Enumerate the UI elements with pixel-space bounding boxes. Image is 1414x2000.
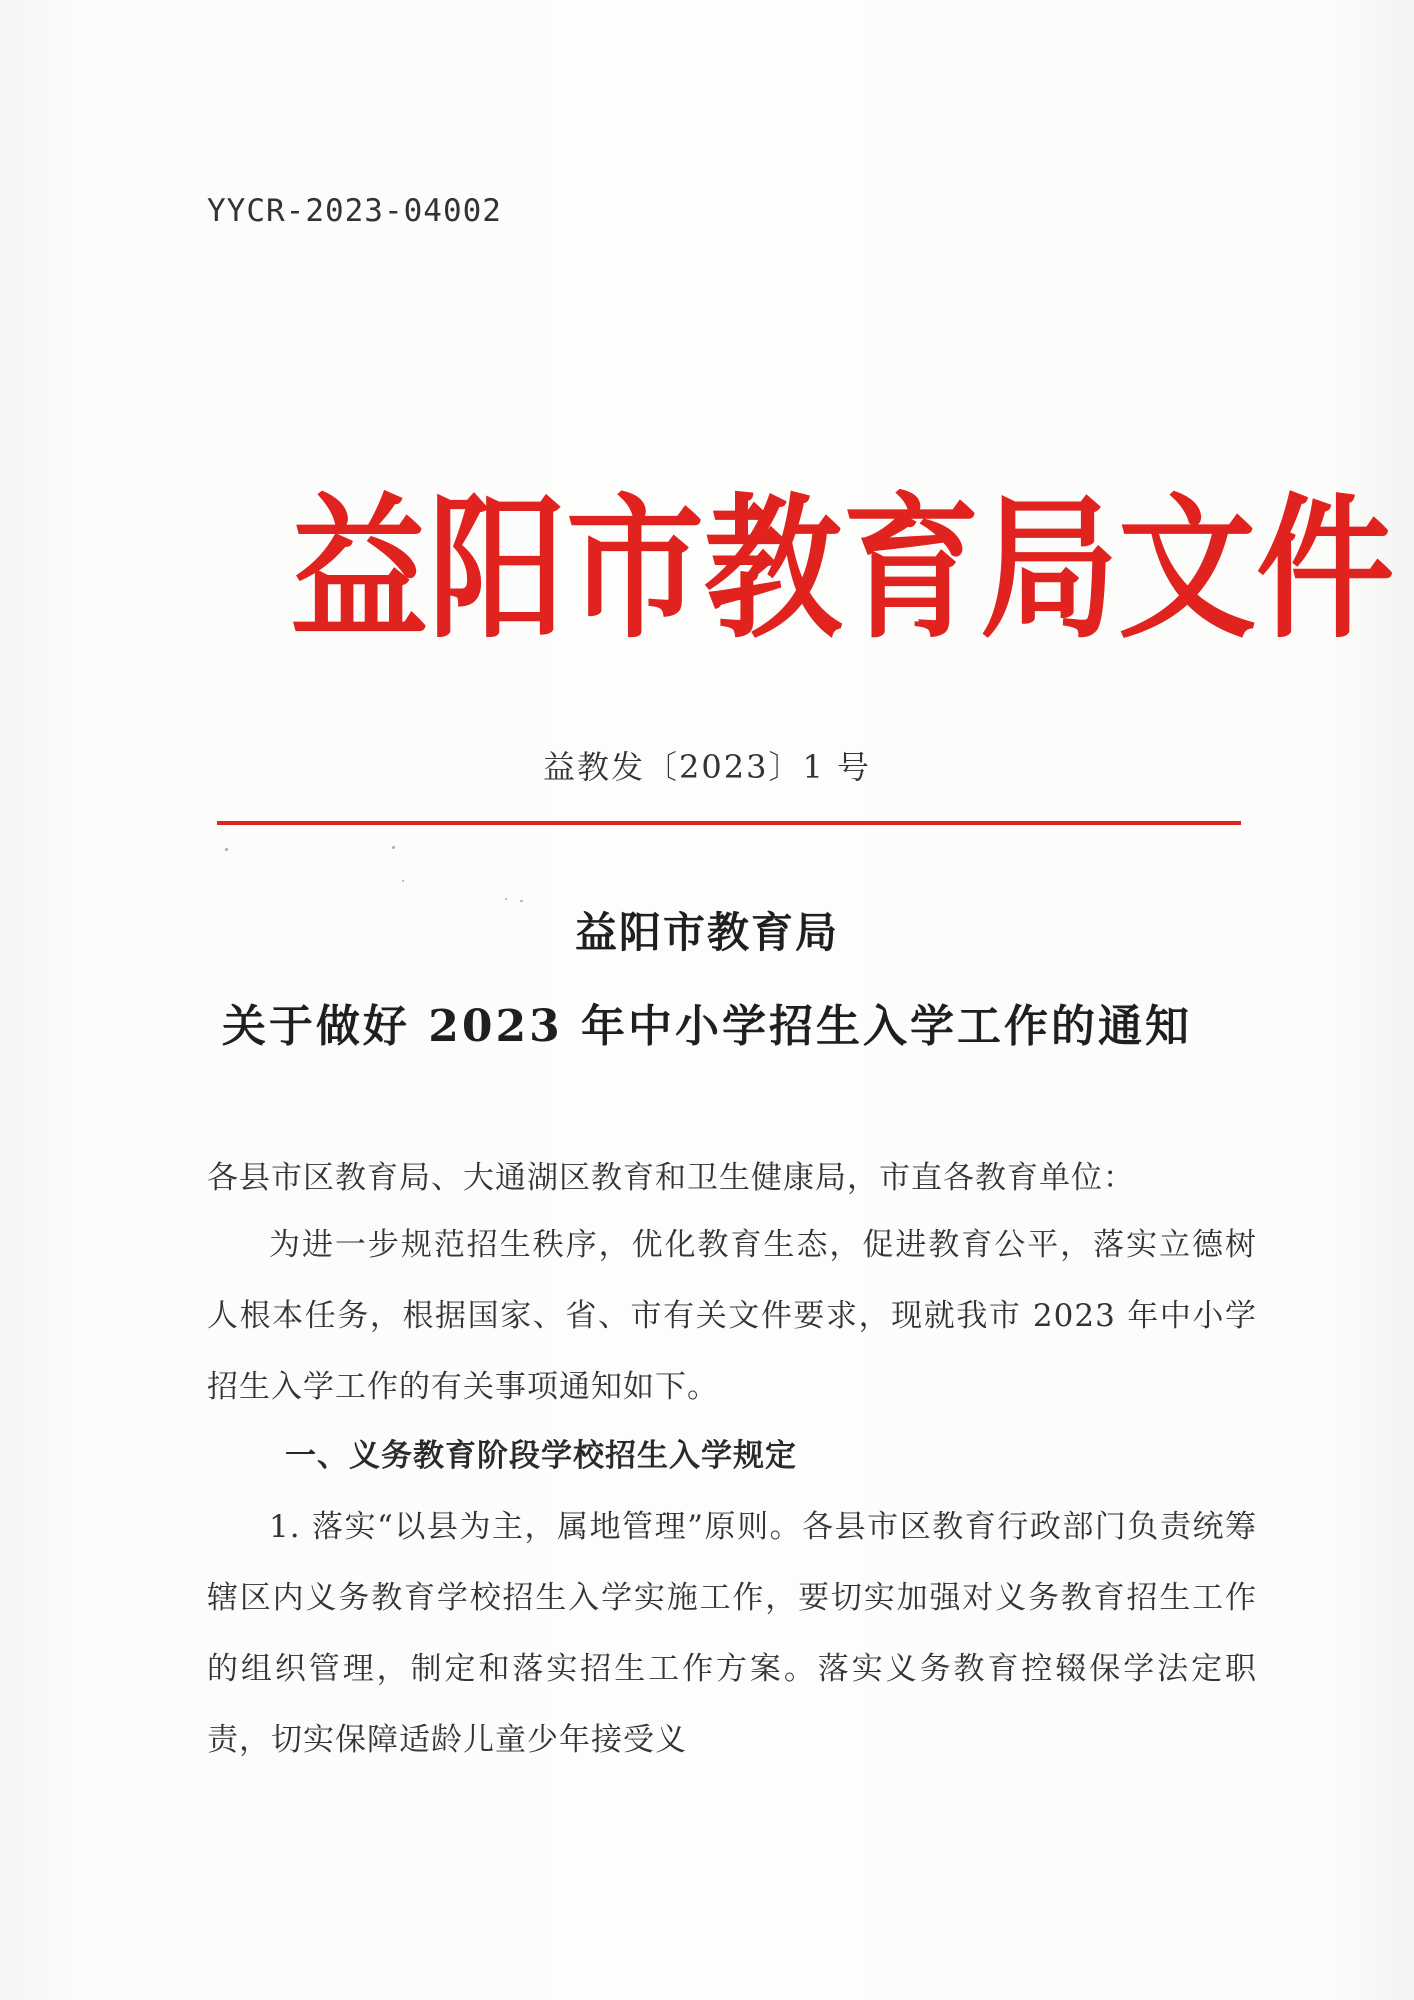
scan-speck [225,848,228,851]
scan-speck [402,880,404,882]
masthead-title [290,479,1395,660]
masthead-char: 益 [290,479,429,660]
scan-speck [392,846,395,849]
masthead-char: 阳 [428,479,567,660]
red-divider [217,821,1241,825]
masthead-char: 教 [704,479,843,660]
addressee-line: 各县市区教育局、大通湖区教育和卫生健康局，市直各教育单位： [207,1160,1135,1196]
intro-paragraph: 为进一步规范招生秩序，优化教育生态，促进教育公平，落实立德树人根本任务，根据国家、省、市有关文件要求，现就我市 2023 年中小学招生入学工作的有关事项通知如下。 [207,1227,1257,1405]
masthead-char: 市 [566,479,705,660]
masthead-char: 局 [980,479,1119,660]
document-code: YYCR-2023-04002 [207,193,502,229]
masthead-char: 文 [1118,479,1257,660]
rule-paragraph-1: 1. 落实“以县为主，属地管理”原则。各县市区教育行政部门负责统筹辖区内义务教育学校招生入学实施工作，要切实加强对义务教育招生工作的组织管理，制定和落实招生工作方案。落实义务教育控辍保学法定职责，切实保障适龄儿童少年接受义 [207,1509,1257,1758]
masthead-char: 件 [1256,479,1395,660]
masthead-char: 育 [842,479,981,660]
document-number: 益教发〔2023〕1 号 [543,748,871,786]
notice-title-subject: 关于做好 2023 年中小学招生入学工作的通知 [221,1001,1193,1052]
section-heading-1: 一、义务教育阶段学校招生入学规定 [285,1438,797,1474]
notice-title-issuer: 益阳市教育局 [574,908,839,957]
